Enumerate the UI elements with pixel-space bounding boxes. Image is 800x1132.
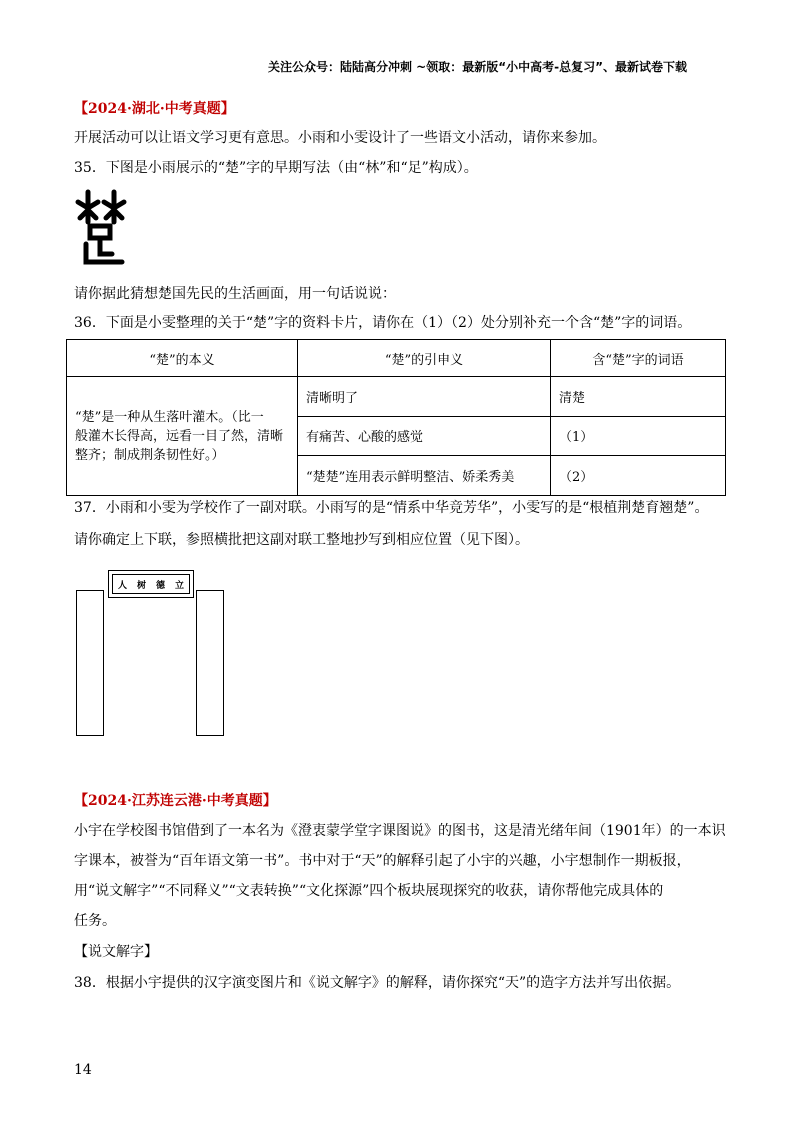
paragraph-line: 用“说文解字”“不同释义”“文表转换”“文化探源”四个板块展现探究的收获，请你帮他完成具体的 bbox=[74, 883, 664, 899]
source-tag-hubei: 【2024·湖北·中考真题】 bbox=[74, 101, 235, 117]
subsection-heading: 【说文解字】 bbox=[74, 944, 158, 960]
original-meaning-cell bbox=[67, 377, 298, 496]
page-number: 14 bbox=[74, 1062, 92, 1078]
question-35: 35．下图是小雨展示的“楚”字的早期写法（由“林”和“足”构成）。 bbox=[74, 160, 478, 176]
word-blank-1[interactable]: （1） bbox=[551, 416, 726, 456]
plaque-char: 人 bbox=[117, 580, 127, 591]
question-36: 36．下面是小雯整理的关于“楚”字的资料卡片，请你在（1）（2）处分别补充一个含“楚”字的词语。 bbox=[74, 315, 692, 331]
word-blank-2[interactable]: （2） bbox=[551, 456, 726, 496]
question-38: 38．根据小宇提供的汉字演变图片和《说文解字》的解释，请你探究“天”的造字方法并写出依据。 bbox=[74, 975, 681, 991]
intro-paragraph: 开展活动可以让语文学习更有意思。小雨和小雯设计了一些语文小活动，请你来参加。 bbox=[74, 130, 606, 146]
couplet-left-scroll[interactable] bbox=[76, 590, 104, 736]
question-35-prompt: 请你据此猜想楚国先民的生活画面，用一句话说说： bbox=[74, 286, 396, 302]
source-tag-lianyungang: 【2024·江苏连云港·中考真题】 bbox=[74, 793, 277, 809]
table-header: 含“楚”字的词语 bbox=[551, 340, 726, 377]
meaning-line: 整齐；制成荆条韧性好。） bbox=[75, 447, 225, 463]
paragraph-line: 小宇在学校图书馆借到了一本名为《澄衷蒙学堂字课图说》的图书，这是清光绪年间（1901年）的一本识 bbox=[74, 823, 726, 839]
extended-meaning-cell: 有痛苦、心酸的感觉 bbox=[298, 416, 551, 456]
table-header: “楚”的本义 bbox=[67, 340, 298, 377]
chu-data-card-table bbox=[66, 339, 726, 496]
question-37-line2: 请你确定上下联，参照横批把这副对联工整地抄写到相应位置（见下图）。 bbox=[74, 532, 529, 548]
word-cell: 清楚 bbox=[551, 377, 726, 417]
question-37-line1: 37．小雨和小雯为学校作了一副对联。小雨写的是“情系中华竞芳华”，小雯写的是“根植荆楚育翘楚”。 bbox=[74, 500, 709, 516]
plaque-inner bbox=[112, 574, 190, 594]
paragraph-line: 任务。 bbox=[74, 913, 116, 929]
plaque-char: 立 bbox=[174, 580, 184, 591]
horizontal-scroll-plaque bbox=[108, 570, 194, 598]
plaque-char: 树 bbox=[136, 580, 146, 591]
page-header: 关注公众号：陆陆高分冲刺 ~领取：最新版“小中高考-总复习”、最新试卷下载 bbox=[268, 60, 687, 74]
table-header: “楚”的引申义 bbox=[298, 340, 551, 377]
extended-meaning-cell: 清晰明了 bbox=[298, 377, 551, 417]
plaque-char: 德 bbox=[155, 580, 165, 591]
meaning-line: 般灌木长得高，远看一目了然，清晰 bbox=[75, 428, 284, 444]
table-row bbox=[67, 377, 726, 417]
meaning-line: “楚”是一种从生落叶灌木。（比一 bbox=[75, 409, 264, 425]
ancient-chu-character-image bbox=[74, 188, 130, 268]
couplet-right-scroll[interactable] bbox=[196, 590, 224, 736]
paragraph-line: 字课本，被誉为“百年语文第一书”。书中对于“天”的解释引起了小宇的兴趣，小宇想制作一期板报， bbox=[74, 853, 691, 869]
extended-meaning-cell: “楚楚”连用表示鲜明整洁、娇柔秀美 bbox=[298, 456, 551, 496]
table-header-row bbox=[67, 340, 726, 377]
